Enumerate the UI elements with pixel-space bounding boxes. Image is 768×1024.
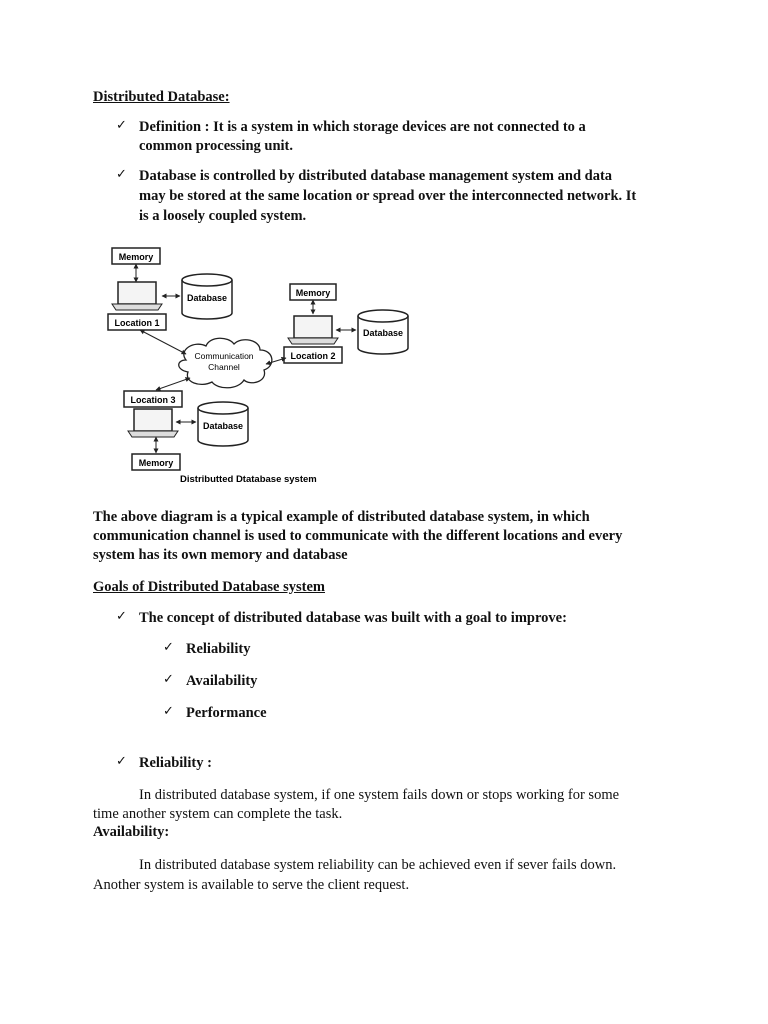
communication-channel-cloud — [179, 338, 272, 388]
svg-text:Channel: Channel — [208, 362, 240, 372]
goal-item-performance: Performance — [186, 705, 267, 721]
svg-text:Location 1: Location 1 — [114, 318, 160, 328]
section-heading-goals: Goals of Distributed Database system — [93, 579, 325, 595]
section-heading-distributed-database: Distributed Database: — [93, 89, 230, 105]
checkmark-icon: ✓ — [116, 754, 127, 769]
location-1-label — [108, 314, 166, 330]
availability-heading: Availability: — [93, 824, 170, 840]
bullet-definition-line2: common processing unit. — [139, 138, 294, 154]
goal-item-reliability: Reliability — [186, 641, 251, 657]
memory-box-2 — [290, 284, 336, 300]
bullet-control-line2: may be stored at the same location or spread over the interconnected network. It — [139, 188, 637, 204]
availability-line1: In distributed database system reliability can be achieved even if sever fails down. — [139, 857, 617, 873]
laptop-icon — [128, 409, 178, 437]
checkmark-icon: ✓ — [163, 704, 174, 719]
svg-text:Memory: Memory — [118, 252, 154, 262]
svg-text:Location 2: Location 2 — [290, 351, 336, 361]
bullet-definition-line1: Definition : It is a system in which storage devices are not connected to a — [139, 119, 586, 135]
checkmark-icon: ✓ — [116, 167, 127, 182]
database-cylinder-3 — [198, 402, 248, 446]
location-2-label — [284, 347, 342, 363]
svg-text:Location 3: Location 3 — [130, 395, 176, 405]
svg-text:Memory: Memory — [295, 288, 331, 298]
svg-text:Memory: Memory — [138, 458, 174, 468]
checkmark-icon: ✓ — [116, 609, 127, 624]
distributed-database-diagram — [100, 240, 440, 490]
summary-line2: communication channel is used to communicate with the different locations and every — [93, 528, 623, 544]
reliability-heading: Reliability : — [139, 755, 212, 771]
laptop-icon — [288, 316, 338, 344]
memory-box-3 — [132, 454, 180, 470]
database-cylinder-1 — [182, 274, 232, 319]
availability-line2: Another system is available to serve the client request. — [93, 877, 410, 893]
goals-intro: The concept of distributed database was built with a goal to improve: — [139, 610, 567, 626]
summary-line3: system has its own memory and database — [93, 547, 348, 563]
goal-item-availability: Availability — [186, 673, 258, 689]
location-3-label — [124, 391, 182, 407]
svg-text:Communication: Communication — [194, 351, 254, 361]
summary-line1: The above diagram is a typical example of distributed database system, in which — [93, 509, 590, 525]
bullet-control-line1: Database is controlled by distributed database management system and data — [139, 168, 613, 184]
reliability-line1: In distributed database system, if one system fails down or stops working for some — [139, 787, 620, 803]
database-cylinder-2 — [358, 310, 408, 354]
checkmark-icon: ✓ — [116, 118, 127, 133]
svg-text:Database: Database — [202, 421, 244, 431]
svg-text:Database: Database — [362, 328, 404, 338]
svg-text:Database: Database — [186, 293, 228, 303]
laptop-icon — [112, 282, 162, 310]
bullet-control-line3: is a loosely coupled system. — [139, 208, 307, 224]
diagram-caption: Distributted Dtatabase system — [180, 474, 317, 485]
reliability-line2: time another system can complete the task. — [93, 806, 343, 822]
checkmark-icon: ✓ — [163, 640, 174, 655]
checkmark-icon: ✓ — [163, 672, 174, 687]
memory-box-1 — [112, 248, 160, 264]
